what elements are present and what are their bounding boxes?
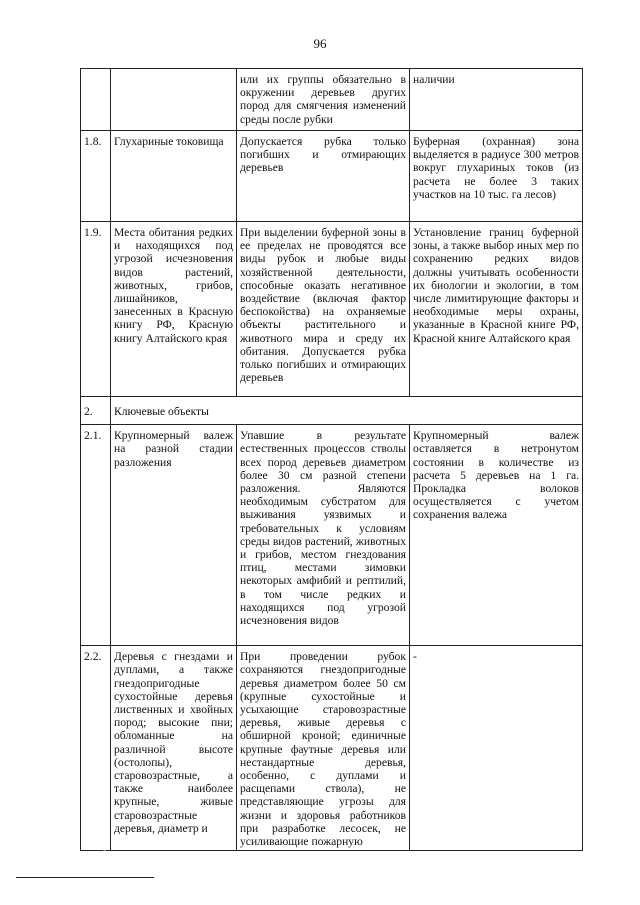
row-number: 2.2. bbox=[81, 646, 111, 851]
measure-cell: Установление границ буферной зоны, а также выбор иных мер по сохранению редких видов должны учитывать особенности их биологии и экологии, в том числе лимитирующие факторы и необходимые меры охраны, указанные в Красной книге РФ, Красной книге Алтайского края bbox=[410, 222, 583, 397]
requirement-cell: Упавшие в результате естественных процессов стволы всех пород деревьев диаметром более 30 см разной степени разложения. Являются необходимым субстратом для выживания уязвимых и требовательных к условиям среды видов растений, животных и грибов, местом гнездования птиц, местами зимовки некоторых амфибий и рептилий, в том числе редких и находящихся под угрозой исчезновения видов bbox=[237, 425, 410, 646]
object-cell bbox=[111, 69, 237, 131]
section-title: Ключевые объекты bbox=[111, 397, 583, 425]
document-table bbox=[80, 68, 583, 851]
measure-cell: Буферная (охранная) зона выделяется в радиусе 300 метров вокруг глухариных токов (из расчета не более 3 таких участков на 10 тыс. га лесов) bbox=[410, 131, 583, 222]
object-cell: Глухариные токовища bbox=[111, 131, 237, 222]
page-number: 96 bbox=[313, 36, 327, 51]
requirement-cell: При проведении рубок сохраняются гнездопригодные деревья диаметром более 50 см (крупные сухостойные и усыхающие старовозрастные деревья, живые деревья с обширной кроной; единичные крупные фаутные деревья или нестандартные деревья, особенно, с дуплами и расщепами ствола), не представляющие угрозы для жизни и здоровья работников при разработке лесосек, не усиливающие пожарную bbox=[237, 646, 410, 851]
row-number: 1.9. bbox=[81, 222, 111, 397]
section-number: 2. bbox=[81, 397, 111, 425]
measure-cell: - bbox=[410, 646, 583, 851]
object-cell: Места обитания редких и находящихся под угрозой исчезновения видов растений, животных, грибов, лишайников, занесенных в Красную книгу РФ, Красную книгу Алтайского края bbox=[111, 222, 237, 397]
table-row bbox=[81, 646, 583, 851]
table-row bbox=[81, 131, 583, 222]
requirement-cell: При выделении буферной зоны в ее пределах не проводятся все виды рубок и любые виды хозяйственной деятельности, способные оказать негативное воздействие (включая фактор беспокойства) на охраняемые объекты растительного и животного мира и среду их обитания. Допускается рубка только погибших и отмирающих деревьев bbox=[237, 222, 410, 397]
table-row bbox=[81, 69, 583, 131]
row-number bbox=[81, 69, 111, 131]
footnote-separator bbox=[16, 877, 154, 878]
scan-dot bbox=[103, 850, 106, 851]
measure-cell: Крупномерный валеж оставляется в нетронутом состоянии в количестве из расчета 5 деревьев на 1 га. Прокладка волоков осуществляется с учетом сохранения валежа bbox=[410, 425, 583, 646]
requirement-cell: или их группы обязательно в окружении деревьев других пород для смягчения изменений среды после рубки bbox=[237, 69, 410, 131]
row-number: 2.1. bbox=[81, 425, 111, 646]
object-cell: Деревья с гнездами и дуплами, а также гнездопригодные сухостойные деревья лиственных и хвойных пород; высокие пни; обломанные на различной высоте (остолопы), старовозрастные, а также наиболее крупные, живые старовозрастные деревья, диаметр и bbox=[111, 646, 237, 851]
requirement-cell: Допускается рубка только погибших и отмирающих деревьев bbox=[237, 131, 410, 222]
section-row bbox=[81, 397, 583, 425]
table-row bbox=[81, 425, 583, 646]
object-cell: Крупномерный валеж на разной стадии разложения bbox=[111, 425, 237, 646]
measure-cell: наличии bbox=[410, 69, 583, 131]
table-row bbox=[81, 222, 583, 397]
row-number: 1.8. bbox=[81, 131, 111, 222]
